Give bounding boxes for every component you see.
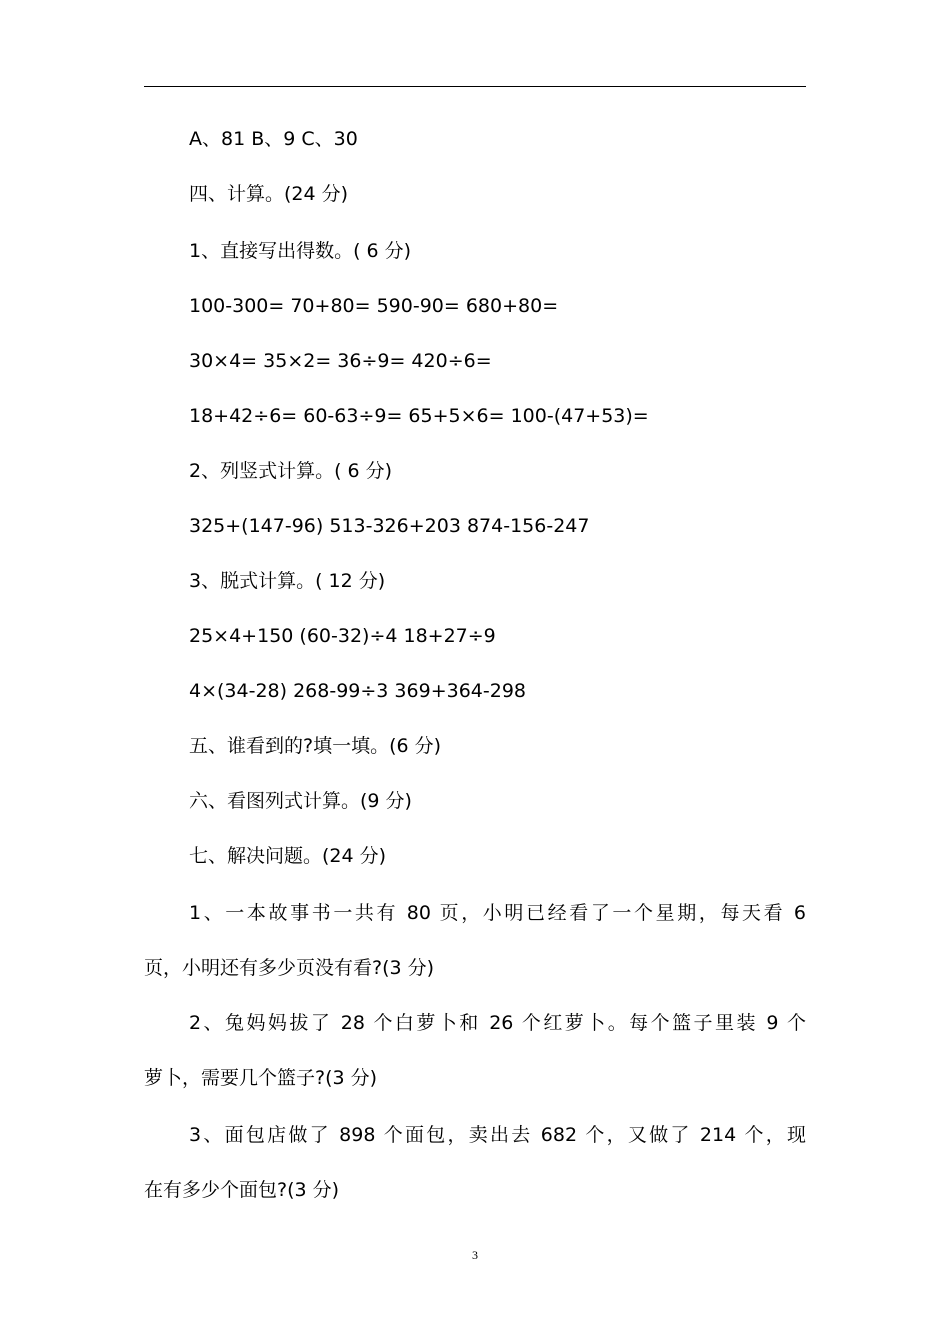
header-rule: [144, 86, 806, 87]
equation-line: 30×4= 35×2= 36÷9= 420÷6=: [189, 350, 492, 372]
question-heading: 3、脱式计算。( 12 分): [189, 570, 386, 592]
question-heading: 2、列竖式计算。( 6 分): [189, 460, 393, 482]
equation-line: 100-300= 70+80= 590-90= 680+80=: [189, 295, 559, 317]
word-problem: [144, 996, 806, 1106]
word-problem-line: 萝卜，需要几个篮子?(3 分): [144, 1067, 378, 1089]
section-heading-calculation: 四、计算。(24 分): [189, 183, 349, 205]
word-problem-line: 3、面包店做了 898 个面包，卖出去 682 个，又做了 214 个，现: [189, 1124, 806, 1146]
equation-line: 25×4+150 (60-32)÷4 18+27÷9: [189, 625, 496, 647]
equation-line: 325+(147-96) 513-326+203 874-156-247: [189, 515, 590, 537]
equation-line: 18+42÷6= 60-63÷9= 65+5×6= 100-(47+53)=: [189, 405, 649, 427]
equation-line: 4×(34-28) 268-99÷3 369+364-298: [189, 680, 526, 702]
section-heading: 六、看图列式计算。(9 分): [189, 790, 412, 812]
word-problem: [144, 1108, 806, 1218]
section-heading: 七、解决问题。(24 分): [189, 845, 387, 867]
question-heading: 1、直接写出得数。( 6 分): [189, 240, 412, 262]
page-number: 3: [472, 1248, 478, 1262]
answer-options: A、81 B、9 C、30: [189, 128, 358, 150]
word-problem-line: 2、兔妈妈拔了 28 个白萝卜和 26 个红萝卜。每个篮子里装 9 个: [189, 1012, 806, 1034]
word-problem-line: 在有多少个面包?(3 分): [144, 1179, 340, 1201]
section-heading: 五、谁看到的?填一填。(6 分): [189, 735, 442, 757]
word-problem-line: 1、一本故事书一共有 80 页，小明已经看了一个星期，每天看 6: [189, 902, 806, 924]
word-problem: [144, 886, 806, 996]
word-problem-line: 页，小明还有多少页没有看?(3 分): [144, 957, 435, 979]
